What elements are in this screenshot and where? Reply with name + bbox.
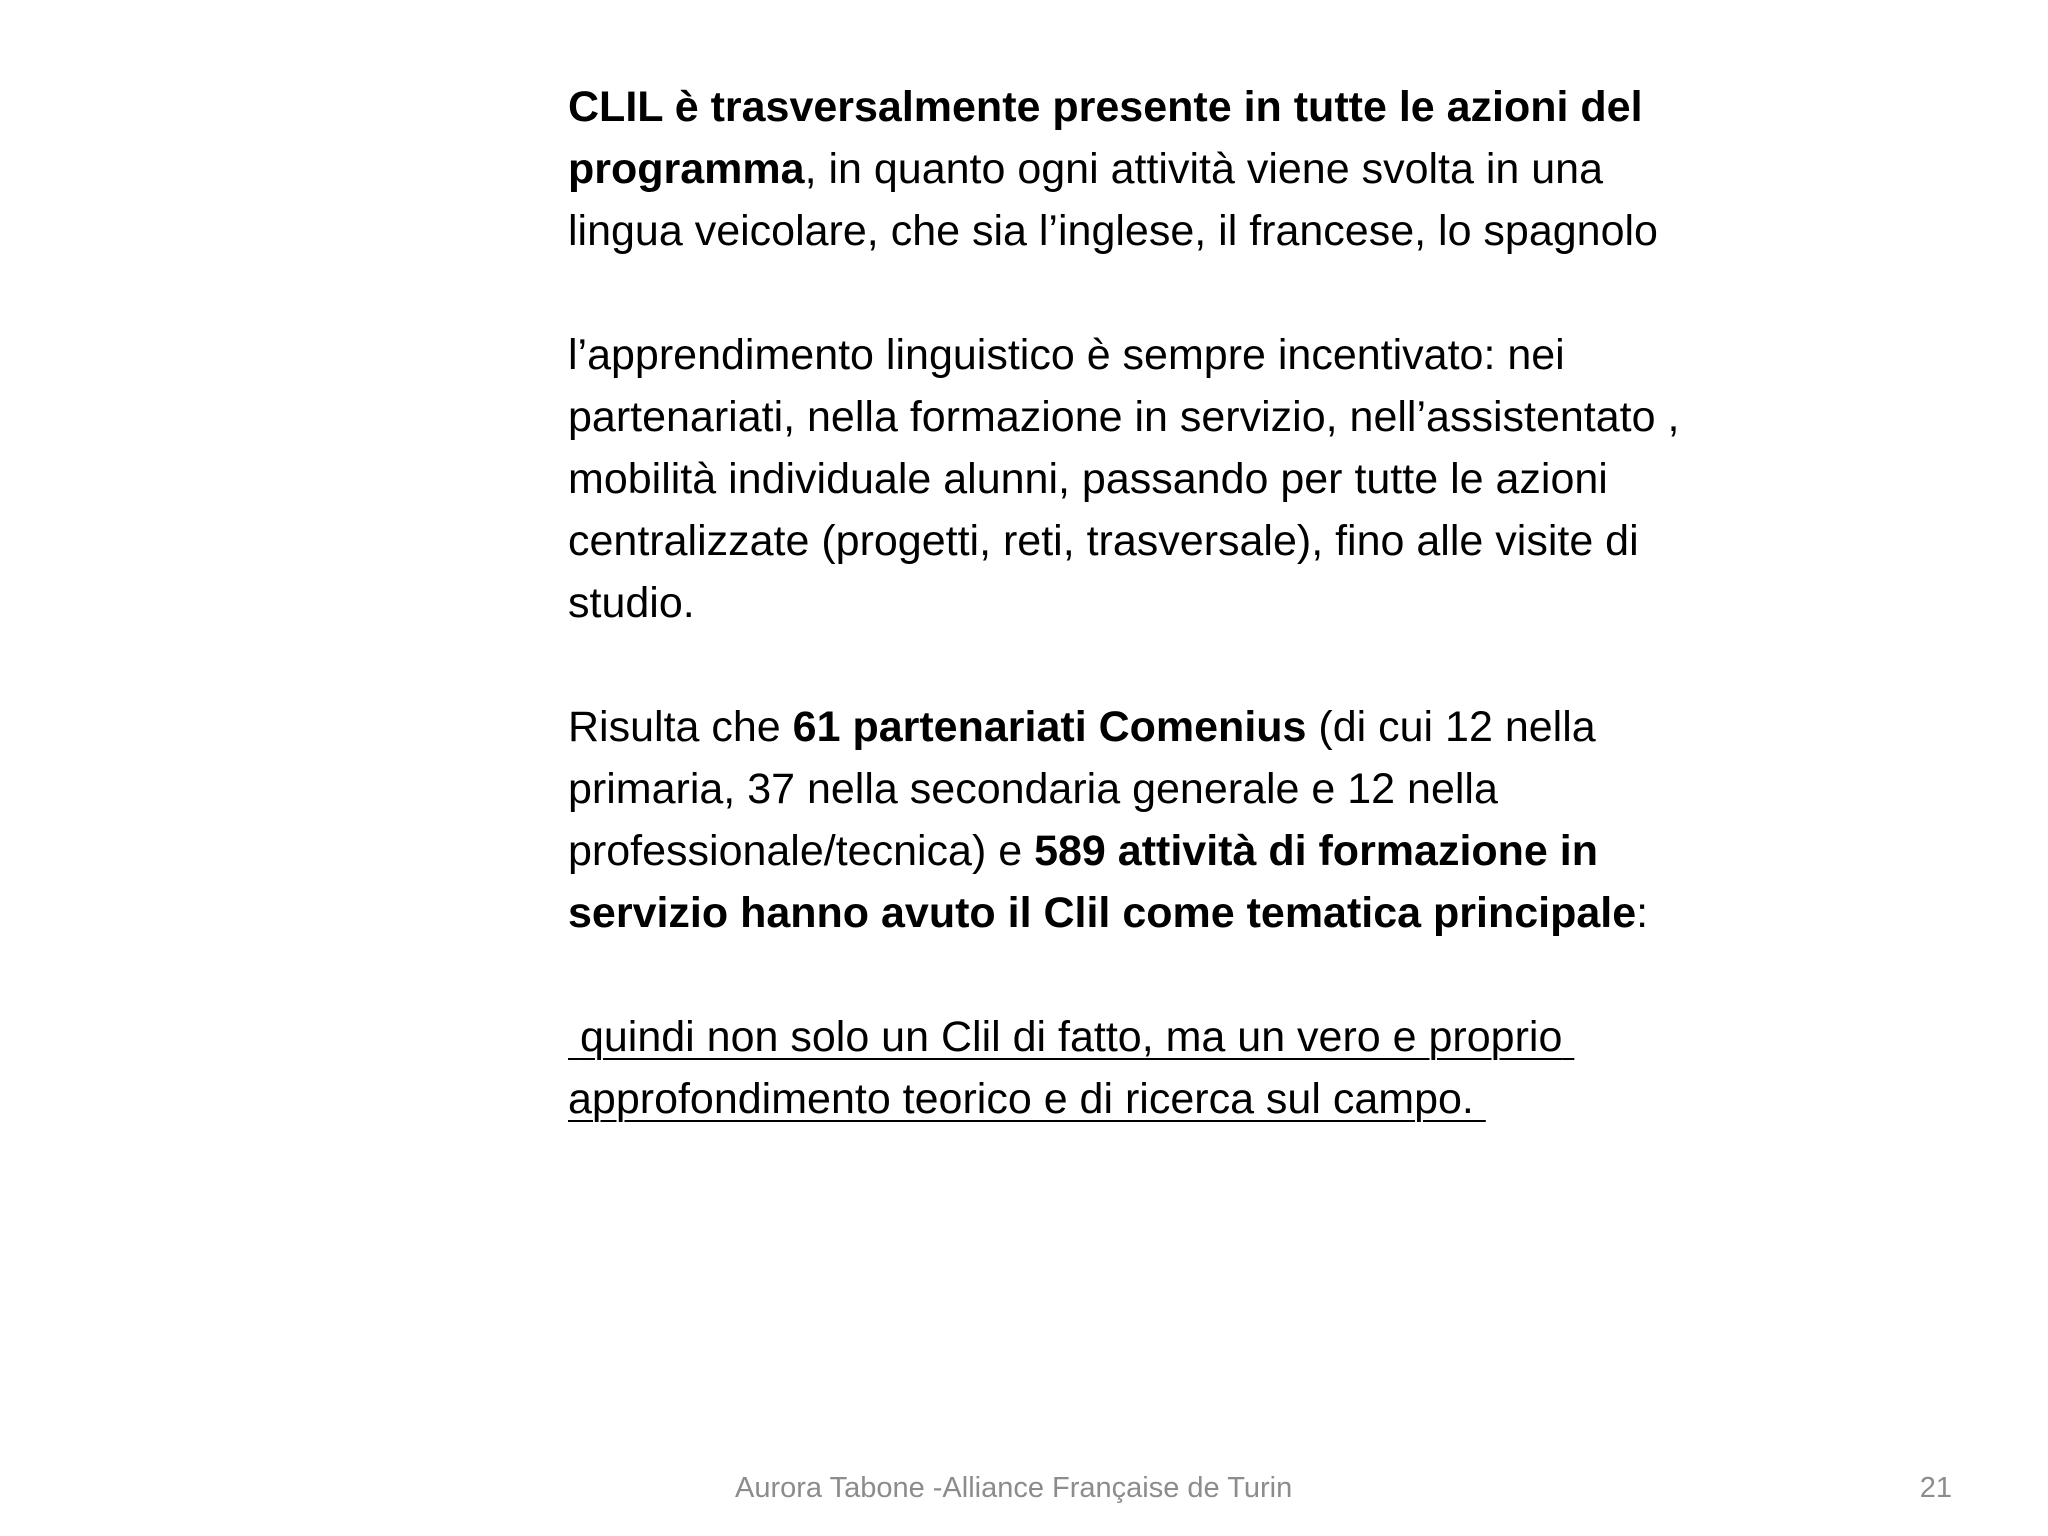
paragraph3-bold1: 61 partenariati Comenius — [792, 703, 1307, 751]
paragraph3-bold2: 589 attività di formazione in servizio hanno avuto il Clil come tematica principale — [568, 827, 1637, 937]
paragraph3-text1: Risulta che — [568, 703, 793, 751]
paragraph-conclusion — [568, 1006, 1718, 1130]
paragraph1-text: , in quanto ogni attività viene svolta in una lingua veicolare, che sia l’inglese, il francese, lo spagnolo — [568, 145, 1658, 255]
page-number: 21 — [1919, 1472, 1952, 1504]
paragraph-clil-transversal — [568, 76, 1718, 262]
footer-author: Aurora Tabone -Alliance Française de Turin — [735, 1472, 1293, 1504]
slide-body — [568, 76, 1718, 1130]
paragraph4-underlined: quindi non solo un Clil di fatto, ma un vero e proprio approfondimento teorico e di ricerca sul campo. — [568, 1013, 1575, 1123]
paragraph3-text3: : — [1636, 889, 1649, 937]
paragraph-results — [568, 696, 1718, 944]
paragraph3-text2: (di cui 12 nella primaria, 37 nella secondaria generale e 12 nella professionale/tecnica) e — [568, 703, 1596, 875]
paragraph-language-learning — [568, 324, 1718, 634]
paragraph1-bold: CLIL è trasversalmente presente in tutte le azioni del programma — [568, 83, 1643, 193]
paragraph2-text: l’apprendimento linguistico è sempre incentivato: nei partenariati, nella formazione in servizio, nell’assistentato , mobilità individuale alunni, passando per tutte le azioni centralizzate (progetti, reti, trasversale), fino alle visite di studio. — [568, 331, 1680, 627]
